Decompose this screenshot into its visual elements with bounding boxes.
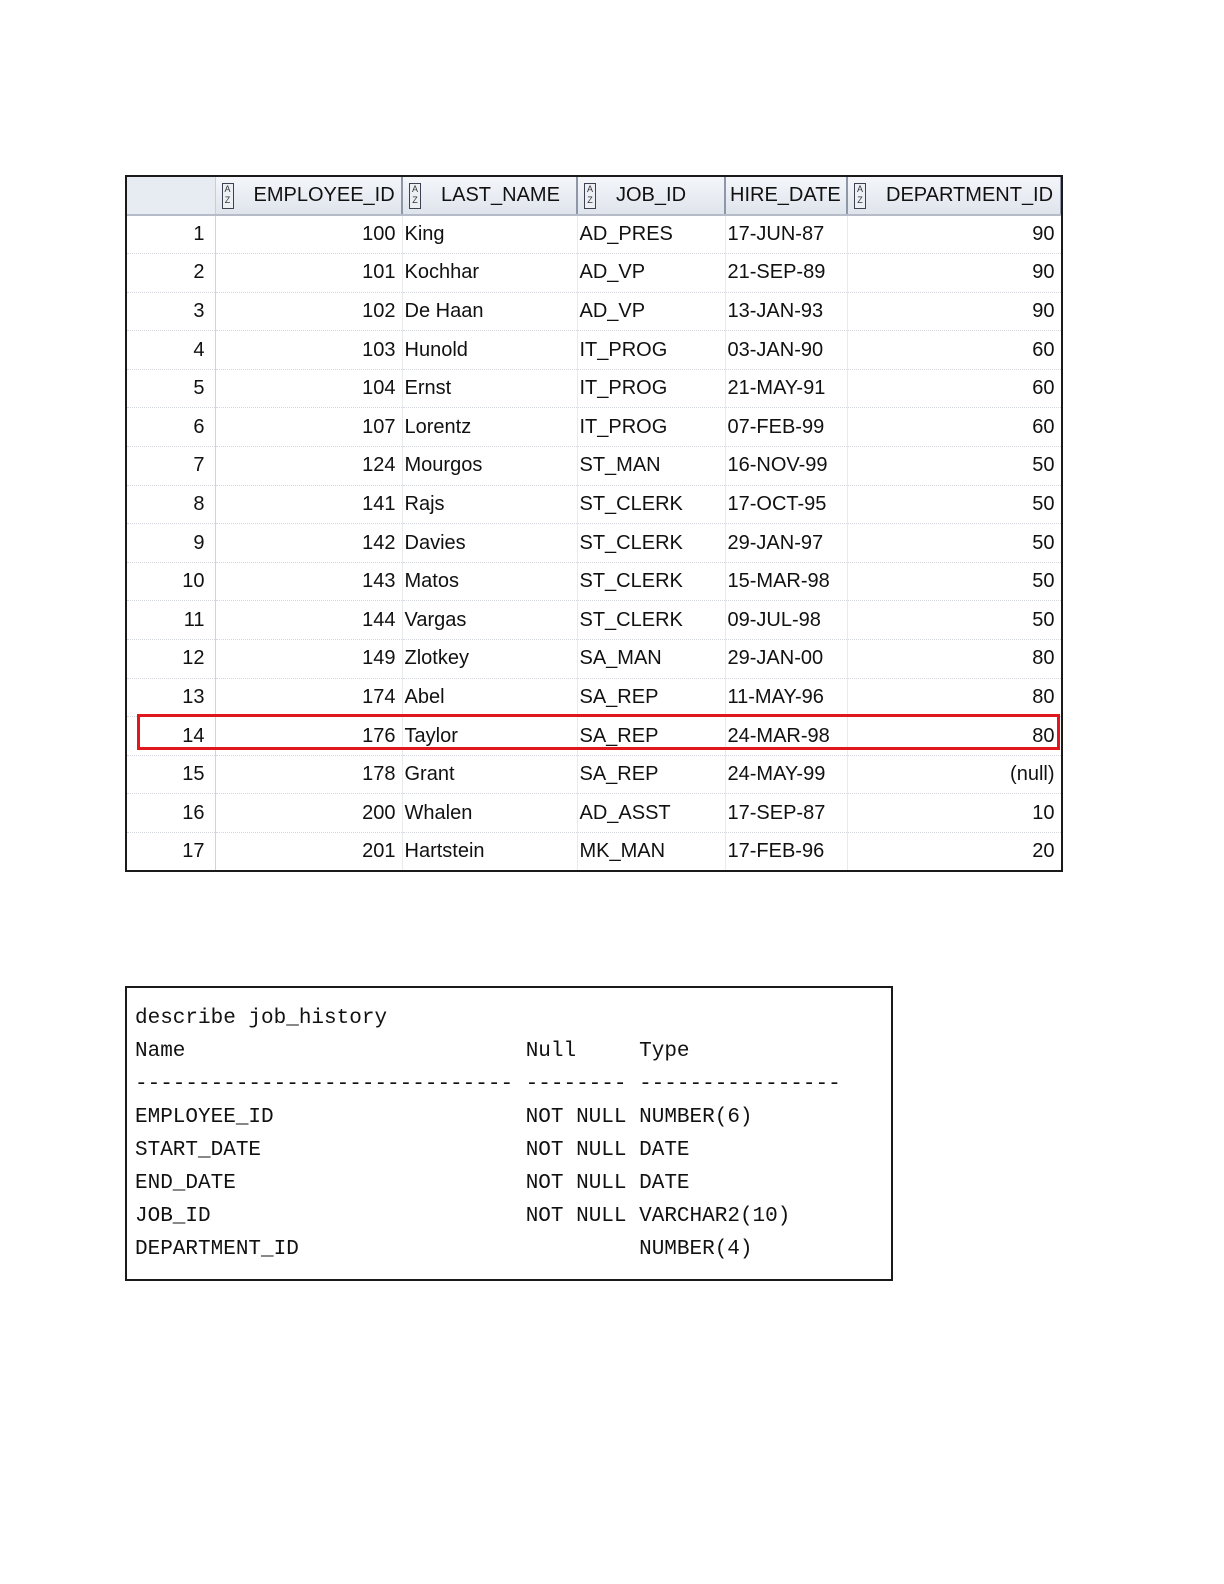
- describe-header-name: Name: [135, 1040, 186, 1063]
- last-name-cell: Matos: [402, 562, 577, 601]
- row-number-header: [127, 177, 215, 215]
- table-row[interactable]: [127, 408, 1061, 447]
- department-id-cell: 50: [847, 524, 1061, 563]
- column-header-job-id[interactable]: A Z JOB_ID: [577, 177, 725, 215]
- employee-id-cell: 124: [215, 447, 402, 486]
- table-row[interactable]: [127, 369, 1061, 408]
- row-number: 7: [127, 447, 215, 486]
- last-name-cell: Hunold: [402, 331, 577, 370]
- job-id-cell: AD_ASST: [577, 794, 725, 833]
- hire-date-cell: 07-FEB-99: [725, 408, 847, 447]
- describe-name-cell: EMPLOYEE_ID: [135, 1106, 274, 1129]
- employee-id-cell: 144: [215, 601, 402, 640]
- department-id-cell: 80: [847, 717, 1061, 756]
- row-number: 8: [127, 485, 215, 524]
- job-id-cell: SA_MAN: [577, 640, 725, 679]
- last-name-cell: King: [402, 215, 577, 254]
- hire-date-cell: 17-JUN-87: [725, 215, 847, 254]
- department-id-cell: 60: [847, 408, 1061, 447]
- describe-header: [135, 1040, 690, 1063]
- column-header-department-id[interactable]: A Z DEPARTMENT_ID: [847, 177, 1061, 215]
- table-row[interactable]: [127, 562, 1061, 601]
- job-id-cell: AD_VP: [577, 292, 725, 331]
- employee-id-cell: 103: [215, 331, 402, 370]
- describe-type-cell: DATE: [639, 1172, 690, 1195]
- last-name-cell: Hartstein: [402, 833, 577, 872]
- employee-id-cell: 141: [215, 485, 402, 524]
- table-row[interactable]: [127, 794, 1061, 833]
- job-id-cell: AD_PRES: [577, 215, 725, 254]
- table-row[interactable]: [127, 447, 1061, 486]
- sort-icon[interactable]: A Z: [584, 183, 596, 209]
- hire-date-cell: 21-SEP-89: [725, 254, 847, 293]
- hire-date-cell: 15-MAR-98: [725, 562, 847, 601]
- describe-name-cell: DEPARTMENT_ID: [135, 1238, 299, 1261]
- sort-icon[interactable]: A Z: [854, 183, 866, 209]
- employee-id-cell: 107: [215, 408, 402, 447]
- describe-type-cell: VARCHAR2(10): [639, 1205, 791, 1228]
- table-row[interactable]: [127, 331, 1061, 370]
- table-row[interactable]: [127, 485, 1061, 524]
- table-row[interactable]: [127, 524, 1061, 563]
- employee-id-cell: 143: [215, 562, 402, 601]
- row-number: 6: [127, 408, 215, 447]
- employee-id-cell: 178: [215, 755, 402, 794]
- department-id-cell: (null): [847, 755, 1061, 794]
- last-name-cell: De Haan: [402, 292, 577, 331]
- row-number: 4: [127, 331, 215, 370]
- hire-date-cell: 24-MAR-98: [725, 717, 847, 756]
- describe-row: [135, 1238, 753, 1261]
- table-row[interactable]: [127, 215, 1061, 254]
- hire-date-cell: 17-SEP-87: [725, 794, 847, 833]
- describe-null-cell: NOT NULL: [525, 1139, 627, 1162]
- table-row[interactable]: [127, 254, 1061, 293]
- describe-name-cell: END_DATE: [135, 1172, 236, 1195]
- last-name-cell: Kochhar: [402, 254, 577, 293]
- job-id-cell: IT_PROG: [577, 331, 725, 370]
- row-number: 12: [127, 640, 215, 679]
- describe-type-cell: NUMBER(6): [639, 1106, 753, 1129]
- sort-icon[interactable]: A Z: [222, 183, 234, 209]
- hire-date-cell: 16-NOV-99: [725, 447, 847, 486]
- department-id-cell: 50: [847, 447, 1061, 486]
- describe-row: [135, 1106, 753, 1129]
- last-name-cell: Rajs: [402, 485, 577, 524]
- employee-id-cell: 100: [215, 215, 402, 254]
- last-name-cell: Grant: [402, 755, 577, 794]
- employee-id-cell: 200: [215, 794, 402, 833]
- last-name-cell: Mourgos: [402, 447, 577, 486]
- table-row[interactable]: [127, 833, 1061, 872]
- row-number: 15: [127, 755, 215, 794]
- department-id-cell: 20: [847, 833, 1061, 872]
- describe-null-cell: NOT NULL: [525, 1205, 627, 1228]
- row-number: 3: [127, 292, 215, 331]
- department-id-cell: 60: [847, 369, 1061, 408]
- column-header-last-name[interactable]: A Z LAST_NAME: [402, 177, 577, 215]
- column-header-employee-id[interactable]: A Z EMPLOYEE_ID: [215, 177, 402, 215]
- hire-date-cell: 24-MAY-99: [725, 755, 847, 794]
- results-table: [127, 177, 1062, 872]
- row-number: 14: [127, 717, 215, 756]
- row-number: 2: [127, 254, 215, 293]
- describe-type-cell: DATE: [639, 1139, 690, 1162]
- describe-null-cell: NOT NULL: [525, 1106, 627, 1129]
- describe-type-cell: NUMBER(4): [639, 1238, 753, 1261]
- header-row: [127, 177, 1061, 215]
- employee-id-cell: 142: [215, 524, 402, 563]
- job-id-cell: MK_MAN: [577, 833, 725, 872]
- department-id-cell: 80: [847, 678, 1061, 717]
- last-name-cell: Zlotkey: [402, 640, 577, 679]
- row-number: 16: [127, 794, 215, 833]
- hire-date-cell: 13-JAN-93: [725, 292, 847, 331]
- employee-id-cell: 102: [215, 292, 402, 331]
- department-id-cell: 60: [847, 331, 1061, 370]
- job-id-cell: ST_CLERK: [577, 524, 725, 563]
- employee-id-cell: 104: [215, 369, 402, 408]
- department-id-cell: 10: [847, 794, 1061, 833]
- employee-id-cell: 174: [215, 678, 402, 717]
- describe-rows: [135, 1106, 790, 1261]
- describe-output: [135, 1002, 841, 1266]
- table-row[interactable]: [127, 601, 1061, 640]
- row-number: 5: [127, 369, 215, 408]
- hire-date-cell: 11-MAY-96: [725, 678, 847, 717]
- row-number: 17: [127, 833, 215, 872]
- hire-date-cell: 29-JAN-97: [725, 524, 847, 563]
- last-name-cell: Abel: [402, 678, 577, 717]
- job-id-cell: AD_VP: [577, 254, 725, 293]
- hire-date-cell: 29-JAN-00: [725, 640, 847, 679]
- department-id-cell: 50: [847, 485, 1061, 524]
- last-name-cell: Taylor: [402, 717, 577, 756]
- last-name-cell: Whalen: [402, 794, 577, 833]
- row-number: 13: [127, 678, 215, 717]
- employee-id-cell: 176: [215, 717, 402, 756]
- job-id-cell: ST_CLERK: [577, 562, 725, 601]
- describe-row: [135, 1205, 790, 1228]
- job-id-cell: SA_REP: [577, 755, 725, 794]
- describe-row: [135, 1139, 690, 1162]
- row-number: 10: [127, 562, 215, 601]
- department-id-cell: 90: [847, 215, 1061, 254]
- department-id-cell: 90: [847, 254, 1061, 293]
- column-header-hire-date[interactable]: HIRE_DATE: [725, 177, 847, 215]
- last-name-cell: Davies: [402, 524, 577, 563]
- describe-null-cell: NOT NULL: [525, 1172, 627, 1195]
- table-row[interactable]: [127, 678, 1061, 717]
- job-id-cell: ST_CLERK: [577, 601, 725, 640]
- describe-command: describe job_history: [135, 1007, 388, 1030]
- table-row[interactable]: [127, 640, 1061, 679]
- job-id-cell: SA_REP: [577, 717, 725, 756]
- describe-header-null: Null: [525, 1040, 577, 1063]
- row-number: 1: [127, 215, 215, 254]
- sort-icon[interactable]: A Z: [409, 183, 421, 209]
- job-id-cell: IT_PROG: [577, 408, 725, 447]
- describe-separator: ------------------------------ -------- ----------------: [135, 1073, 841, 1096]
- describe-name-cell: JOB_ID: [135, 1205, 211, 1228]
- describe-header-type: Type: [639, 1040, 690, 1063]
- job-id-cell: IT_PROG: [577, 369, 725, 408]
- hire-date-cell: 21-MAY-91: [725, 369, 847, 408]
- job-id-cell: ST_CLERK: [577, 485, 725, 524]
- query-results-grid: [125, 175, 1063, 872]
- employee-id-cell: 101: [215, 254, 402, 293]
- hire-date-cell: 17-FEB-96: [725, 833, 847, 872]
- hire-date-cell: 17-OCT-95: [725, 485, 847, 524]
- department-id-cell: 80: [847, 640, 1061, 679]
- department-id-cell: 50: [847, 601, 1061, 640]
- row-number: 11: [127, 601, 215, 640]
- job-id-cell: SA_REP: [577, 678, 725, 717]
- department-id-cell: 90: [847, 292, 1061, 331]
- last-name-cell: Lorentz: [402, 408, 577, 447]
- employee-id-cell: 201: [215, 833, 402, 872]
- table-row[interactable]: [127, 755, 1061, 794]
- hire-date-cell: 03-JAN-90: [725, 331, 847, 370]
- department-id-cell: 50: [847, 562, 1061, 601]
- describe-name-cell: START_DATE: [135, 1139, 262, 1162]
- describe-output-panel: [125, 986, 893, 1281]
- last-name-cell: Ernst: [402, 369, 577, 408]
- last-name-cell: Vargas: [402, 601, 577, 640]
- row-number: 9: [127, 524, 215, 563]
- hire-date-cell: 09-JUL-98: [725, 601, 847, 640]
- describe-row: [135, 1172, 690, 1195]
- employee-id-cell: 149: [215, 640, 402, 679]
- table-row[interactable]: [127, 717, 1061, 756]
- table-row[interactable]: [127, 292, 1061, 331]
- job-id-cell: ST_MAN: [577, 447, 725, 486]
